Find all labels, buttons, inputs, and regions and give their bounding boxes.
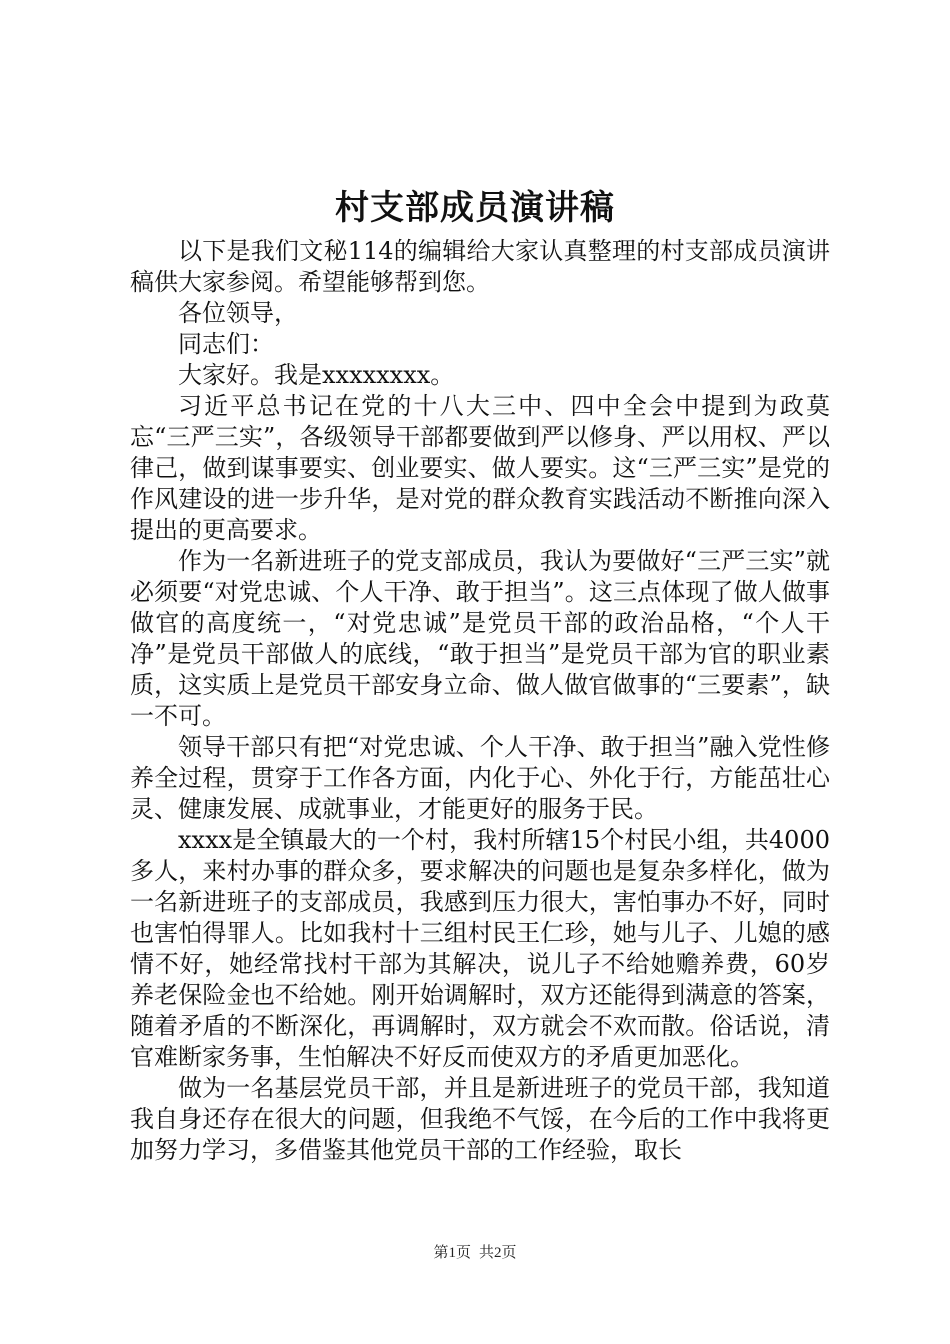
paragraph-three-stricts: 习近平总书记在党的十八大三中、四中全会中提到为政莫忘“三严三实”，各级领导干部都要做到严以修身、严以用权、严以律己，做到谋事要实、创业要实、做人要实。这“三严三实”是党的作风建设的进一步升华，是对党的群众教育实践活动不断推向深入提出的更高要求。 [130, 392, 830, 544]
paragraph-loyalty: 作为一名新进班子的党支部成员，我认为要做好“三严三实”就必须要“对党忠诚、个人干净、敢于担当”。这三点体现了做人做事做官的高度统一，“对党忠诚”是党员干部的政治品格，“个人干净”是党员干部做人的底线，“敢于担当”是党员干部为官的职业素质，这实质上是党员干部安身立命、做人做官做事的“三要素”，缺一不可。 [130, 547, 830, 730]
paragraph-village: xxxx是全镇最大的一个村，我村所辖15个村民小组，共4000多人，来村办事的群众多，要求解决的问题也是复杂多样化，做为一名新进班子的支部成员，我感到压力很大，害怕事办不好，同时也害怕得罪人。比如我村十三组村民王仁珍，她与儿子、儿媳的感情不好，她经常找村干部为其解决，说儿子不给她赡养费，60岁养老保险金也不给她。刚开始调解时，双方还能得到满意的答案，随着矛盾的不断深化，再调解时，双方就会不欢而散。俗话说，清官难断家务事，生怕解决不好反而使双方的矛盾更加恶化。 [130, 826, 830, 1071]
document-body [130, 236, 830, 1166]
paragraph-leadership: 领导干部只有把“对党忠诚、个人干净、敢于担当”融入党性修养全过程，贯穿于工作各方面，内化于心、外化于行，方能茁壮心灵、健康发展、成就事业，才能更好的服务于民。 [130, 733, 830, 823]
page-title: 村支部成员演讲稿 [335, 188, 615, 228]
paragraph-salutation-comrades: 同志们： [178, 330, 274, 358]
page-footer [0, 1242, 950, 1264]
paragraph-salutation-leaders: 各位领导， [178, 299, 298, 327]
page-total: 共2页 [479, 1245, 517, 1261]
page-number: 第1页 [433, 1245, 471, 1261]
paragraph-intro: 以下是我们文秘114的编辑给大家认真整理的村支部成员演讲稿供大家参阅。希望能够帮到您。 [130, 237, 830, 296]
paragraph-commitment: 做为一名基层党员干部，并且是新进班子的党员干部，我知道我自身还存在很大的问题，但我绝不气馁，在今后的工作中我将更加努力学习，多借鉴其他党员干部的工作经验，取长 [130, 1074, 830, 1164]
paragraph-greeting: 大家好。我是xxxxxxxx。 [178, 361, 455, 389]
